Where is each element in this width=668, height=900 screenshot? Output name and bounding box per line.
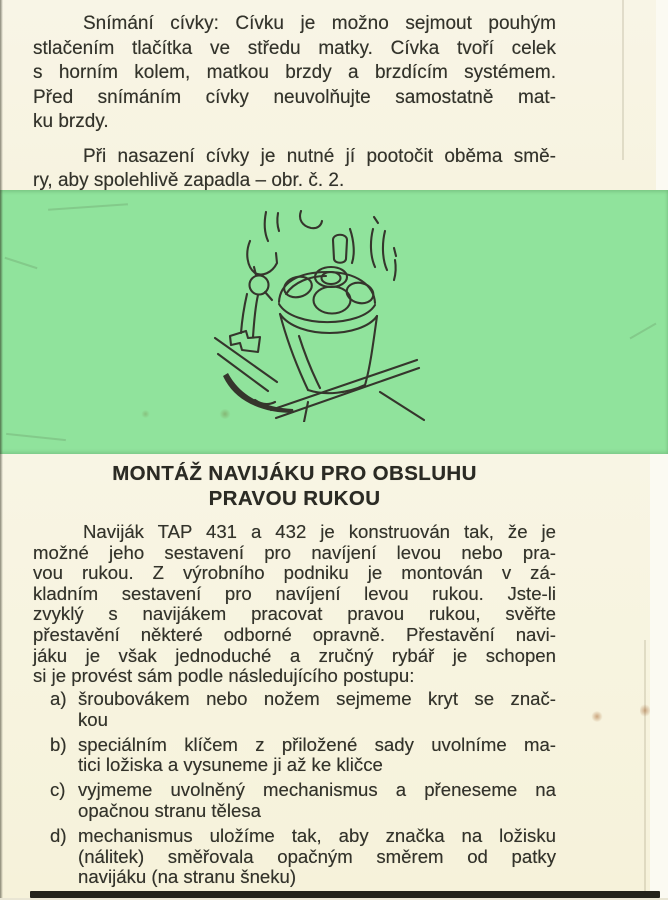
text-line: kladním sestavení pro navíjení levou rukou. Jste-li (33, 582, 556, 604)
text-line: přestavění některé odborné opravně. Přestavění navi- (33, 623, 556, 645)
section-paragraph (33, 522, 556, 687)
text-line: zvyklý s navijákem pracovat pravou rukou, svěřte (33, 603, 556, 625)
list-item (33, 780, 556, 821)
heading-line-2: PRAVOU RUKOU (208, 487, 381, 510)
spool-and-body (271, 267, 424, 422)
text-line: ry, aby spolehlivě zapadla – obr. č. 2. (33, 170, 345, 191)
paper-crease (622, 0, 624, 160)
text-line: šroubovákem nebo nožem sejmeme kryt se znač- (78, 688, 556, 709)
text-line: opačnou stranu tělesa (78, 799, 261, 821)
text-line: ku brzdy. (33, 111, 109, 132)
text-line: tici ložiska a vysuneme ji až ke kličce (78, 754, 383, 776)
paper-stain (591, 711, 603, 722)
text-line: speciálním klíčem z přiložené sady uvolníme ma- (78, 733, 556, 755)
list-item (33, 735, 556, 776)
text-line: navijáku (na stranu šneku) (78, 866, 297, 888)
text-line: Před snímáním cívky neuvolňujte samostatně mat- (33, 86, 556, 108)
text-line: jáku je však jednoduché a zručný rybář je schopen (33, 644, 556, 666)
text-line: Snímání cívky: Cívku je možno sejmout pouhým (83, 13, 556, 34)
list-item (33, 689, 556, 730)
reel-spool-hand-illustration (198, 210, 438, 422)
text-line: s horním kolem, matkou brzdy a brzdícím systémem. (33, 62, 556, 83)
intro-text-block (33, 12, 556, 194)
text-line: vou rukou. Z výrobního podniku je montován v zá- (33, 562, 556, 584)
list-item (33, 826, 556, 888)
text-line: Při nasazení cívky je nutné jí pootočit oběma smě- (83, 145, 556, 167)
text-line: kou (78, 708, 108, 730)
text-line: Naviják TAP 431 a 432 je konstruován tak, že je (83, 521, 556, 542)
text-line: mechanismus uložíme tak, aby značka na ložisku (78, 825, 556, 847)
paragraph-gap (33, 135, 556, 145)
text-line: si je provést sám podle následujícího postupu: (33, 665, 415, 687)
heading-line-1: MONTÁŽ NAVIJÁKU PRO OBSLUHU (112, 462, 477, 485)
list-marker: d) (50, 825, 67, 847)
page-left-edge-shadow (0, 0, 3, 900)
paper-stain (219, 409, 231, 419)
text-line: vyjmeme uvolněný mechanismus a přeneseme na (78, 779, 556, 801)
steps-list (33, 689, 556, 892)
paper-crease (644, 640, 646, 900)
list-marker: b) (50, 733, 67, 755)
text-line: stlačením tlačítka ve středu matky. Cívka tvoří celek (33, 37, 556, 59)
section-heading (33, 461, 556, 511)
list-marker: c) (50, 779, 66, 801)
text-line: možné jeho sestavení pro navíjení levou nebo pra- (33, 541, 556, 563)
paper-stain (141, 410, 150, 418)
text-line: (nálitek) směřovala opačným směrem od patky (78, 845, 556, 867)
list-marker: a) (50, 688, 67, 709)
page-bottom-edge (30, 891, 660, 898)
paper-stain (640, 703, 650, 718)
